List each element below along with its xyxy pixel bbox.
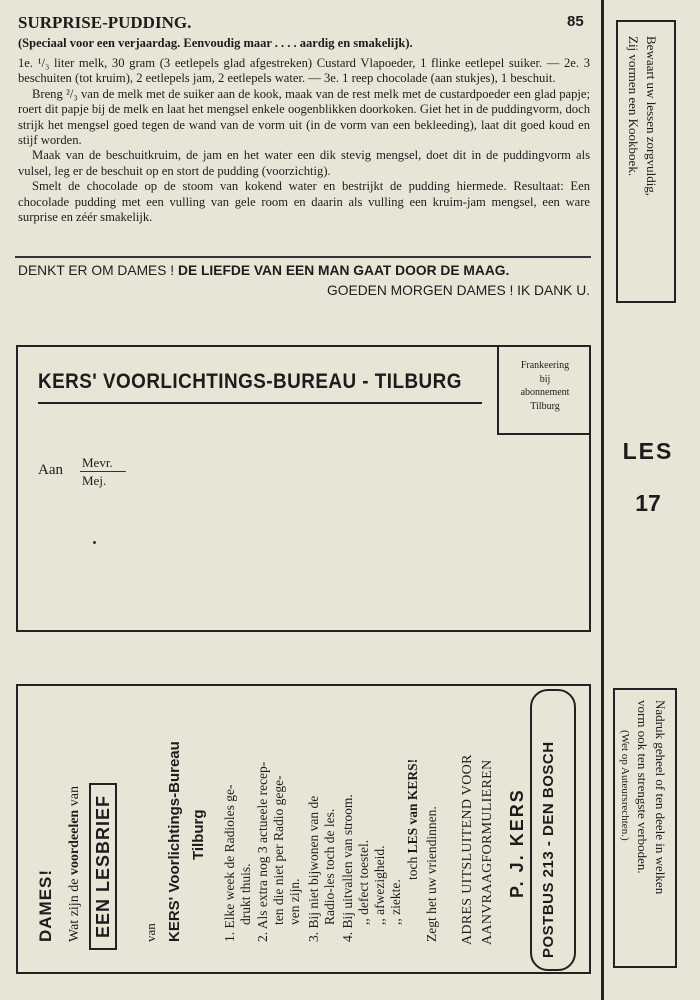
stamp-line: bij	[539, 373, 551, 385]
advert-pj-kers: P. J. KERS	[507, 788, 527, 898]
recipe-title: SURPRISE-PUDDING.	[18, 13, 192, 32]
salutation-rule	[80, 471, 126, 472]
advert-adres-2: AANVRAAGFORMULIEREN	[480, 759, 495, 945]
advert-van: van	[143, 923, 158, 942]
advert-bureau: KERS' Voorlichtings-Bureau	[166, 741, 183, 942]
advert-bureau-city: Tilburg	[190, 809, 207, 860]
postage-stamp-box	[497, 345, 591, 435]
vertical-divider	[601, 0, 604, 1000]
slogan-line-1	[18, 263, 509, 278]
toch-pre: toch	[405, 856, 420, 880]
advert-item-2: 2. Als extra nog 3 actueele recep-	[255, 761, 270, 942]
copyright-line-1: Nadruk geheel of ten deele in welken	[653, 700, 668, 895]
advert-adres-1: ADRES UITSLUITEND VOOR	[460, 754, 475, 945]
advert-item-2: ven zijn.	[287, 878, 302, 925]
bureau-underline	[38, 402, 482, 404]
slogan-prefix: DENKT ER OM DAMES !	[18, 263, 175, 278]
mej-label: Mej.	[82, 473, 107, 488]
advert-item-4: 4. Bij uitvallen van stroom.	[340, 794, 355, 942]
recipe-paragraph: Breng ²/₃ van de melk met de suiker aan de kook, maak van de rest melk met de custardpoeder een glad papje; roert dit papje bij de melk en laat het mengsel enkele oogenblikken doorkoken. Giet het in de puddingvorm, doch strijk het mengsel goed tegen de wand van de vorm uit (in de vorm van een bekleeding), laat dit goed koud en stijf worden.	[18, 86, 590, 148]
copyright-line-2: vorm ook ten strengste verboden.	[635, 700, 650, 874]
mevr-label: Mevr.	[82, 455, 113, 470]
advert-postbus: POSTBUS 213 - DEN BOSCH	[540, 741, 557, 958]
advert-item-2: ten die niet per Radio gege-	[271, 775, 286, 925]
slogan-bold: DE LIEFDE VAN EEN MAN GAAT DOOR DE MAAG.	[177, 263, 510, 278]
question-post: van	[67, 786, 82, 807]
question-bold: voordeelen	[67, 809, 82, 876]
aan-label: Aan	[38, 462, 63, 478]
divider	[15, 256, 591, 258]
keep-notice-line-1: Bewaart uw lessen zorgvuldig,	[644, 36, 659, 197]
advert-dames: DAMES!	[36, 868, 55, 942]
les-number: 17	[635, 490, 661, 516]
copyright-line-3: (Wet op Auteursrechten.)	[619, 730, 631, 841]
advert-item-4: ,, ziekte.	[388, 879, 403, 925]
copyright-box	[613, 688, 677, 968]
advert-item-4: ,, defect toestel.	[356, 839, 371, 925]
lesbrief-label: EEN LESBRIEF	[89, 783, 117, 950]
stamp-line: abonnement	[520, 387, 570, 398]
slogan-line-2: GOEDEN MORGEN DAMES ! IK DANK U.	[327, 283, 590, 298]
advert-item-1: drukt thuis.	[238, 863, 253, 925]
recipe-ingredients: 1e. ¹/₃ liter melk, 30 gram (3 eetlepels glad afgestreken) Custard Vlapoeder, 1 flinke eetlepel suiker. — 2e. 3 beschuiten (tot kruim), 2 eetlepels jam, 2 eetlepels water. — 3e. 1 reep chocolade (aan stukjes), 1 beschuit.	[18, 56, 590, 86]
advert-item-1: 1. Elke week de Radioles ge-	[222, 784, 237, 942]
advert-toch	[405, 759, 421, 880]
keep-notice-box	[616, 20, 676, 303]
keep-notice-line-2: Zij vormen een Kookboek.	[626, 36, 641, 177]
recipe-paragraph: Smelt de chocolade op de stoom van kokend water en bestrijkt de pudding hiermede. Resultaat: Een chocolade pudding met een vulling van gele room en daarin als vulling een kruim-jam mengsel, een ware surprise en zéér smakelijk.	[18, 179, 590, 225]
bureau-heading: KERS' VOORLICHTINGS-BUREAU - TILBURG	[38, 370, 462, 393]
speck	[93, 541, 96, 544]
advert-question	[67, 786, 83, 942]
advert-lesbrief	[93, 783, 114, 950]
page-number: 85	[567, 13, 584, 30]
stamp-line: Tilburg	[530, 400, 560, 412]
stamp-line: Frankeering	[520, 360, 570, 371]
advert-item-4: ,, afwezigheid.	[372, 845, 387, 925]
les-label: LES	[622, 438, 674, 464]
recipe-subtitle: (Speciaal voor een verjaardag. Eenvoudig maar . . . . aardig en smakelijk).	[18, 36, 413, 50]
advert-zegt: Zegt het uw vriendinnen.	[424, 806, 439, 942]
recipe-body	[18, 56, 590, 225]
recipe-paragraph: Maak van de beschuitkruim, de jam en het water een dik stevig mengsel, doet dit in de puddingvorm als vulsel, leg er de beschuit op en stort de pudding (voorzichtig).	[18, 148, 590, 178]
question-pre: Wat zijn de	[67, 878, 82, 942]
advert-item-3: Radio-les toch de les.	[322, 808, 337, 925]
advert-item-3: 3. Bij niet bijwonen van de	[306, 795, 321, 942]
toch-bold: LES van KERS!	[405, 758, 420, 854]
